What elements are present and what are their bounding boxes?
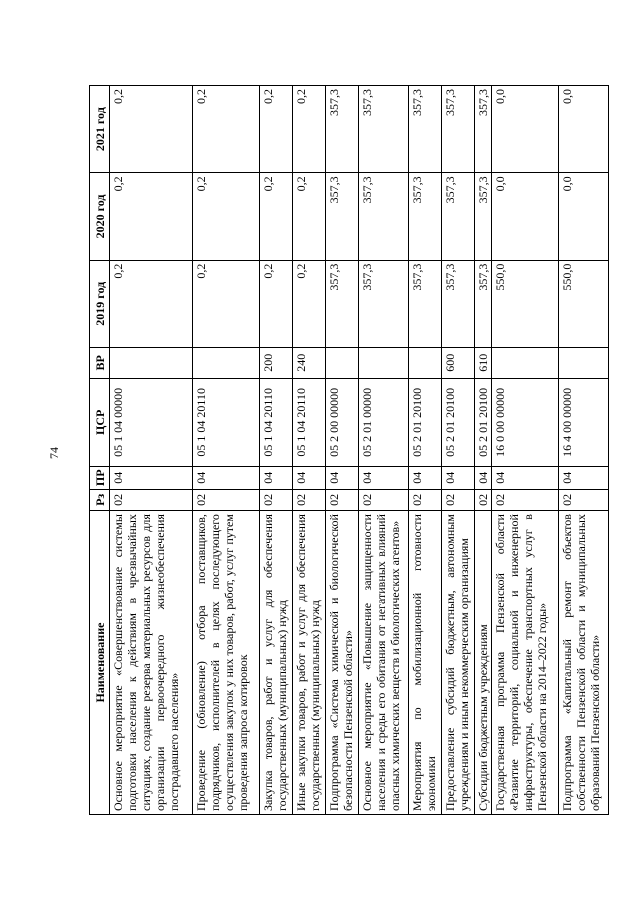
row-pr: 04 xyxy=(475,466,492,489)
row-2021: 357,3 xyxy=(475,86,492,173)
row-2020: 357,3 xyxy=(475,173,492,260)
row-2020: 357,3 xyxy=(442,173,475,260)
row-2020: 357,3 xyxy=(409,173,442,260)
header-2021: 2021 год xyxy=(90,86,110,173)
row-name: Подпрограмма «Система химической и биологической безопасности Пензенской области» xyxy=(326,511,359,815)
table-row xyxy=(326,86,359,815)
header-vr: ВР xyxy=(90,347,110,378)
row-2019: 0,2 xyxy=(193,260,260,347)
row-csr: 05 2 01 00000 xyxy=(359,378,409,466)
row-pr: 04 xyxy=(293,466,326,489)
row-rz: 02 xyxy=(293,489,326,511)
row-csr: 05 1 04 20110 xyxy=(293,378,326,466)
row-csr: 05 1 04 20110 xyxy=(260,378,293,466)
row-rz: 02 xyxy=(359,489,409,511)
row-vr xyxy=(193,347,260,378)
row-rz: 02 xyxy=(409,489,442,511)
row-name: Проведение (обновление) отбора поставщиков, подрядчиков, исполнителей в целях последующего осуществления закупок у них товаров, работ, услуг путем проведения запроса котировок xyxy=(193,511,260,815)
row-2020: 0,0 xyxy=(492,173,559,260)
row-name: Предоставление субсидий бюджетным, автономным учреждениям и иным некоммерческим организациям xyxy=(442,511,475,815)
row-rz: 02 xyxy=(442,489,475,511)
row-vr xyxy=(110,347,193,378)
row-vr: 240 xyxy=(293,347,326,378)
row-2019: 357,3 xyxy=(442,260,475,347)
row-csr: 05 2 01 20100 xyxy=(475,378,492,466)
row-name: Мероприятия по мобилизационной готовности экономики xyxy=(409,511,442,815)
row-vr: 610 xyxy=(475,347,492,378)
row-csr: 16 0 00 00000 xyxy=(492,378,559,466)
row-vr xyxy=(326,347,359,378)
row-2019: 550,0 xyxy=(559,260,609,347)
row-2020: 0,2 xyxy=(110,173,193,260)
row-name: Подпрограмма «Капитальный ремонт объектов собственности Пензенской области и муниципальных образований Пензенской области» xyxy=(559,511,609,815)
table-row xyxy=(293,86,326,815)
row-csr: 05 2 01 20100 xyxy=(409,378,442,466)
row-vr xyxy=(409,347,442,378)
row-rz: 02 xyxy=(475,489,492,511)
table-row xyxy=(110,86,193,815)
row-2021: 0,2 xyxy=(193,86,260,173)
table-header-row xyxy=(90,86,110,815)
row-pr: 04 xyxy=(559,466,609,489)
row-pr: 04 xyxy=(260,466,293,489)
row-vr xyxy=(492,347,559,378)
row-pr: 04 xyxy=(409,466,442,489)
header-rz: Рз xyxy=(90,489,110,511)
row-2020: 0,2 xyxy=(260,173,293,260)
row-2021: 0,2 xyxy=(110,86,193,173)
table-row xyxy=(559,86,609,815)
row-2020: 0,0 xyxy=(559,173,609,260)
row-rz: 02 xyxy=(110,489,193,511)
row-pr: 04 xyxy=(110,466,193,489)
row-2021: 357,3 xyxy=(359,86,409,173)
row-pr: 04 xyxy=(193,466,260,489)
row-rz: 02 xyxy=(193,489,260,511)
row-2021: 0,2 xyxy=(260,86,293,173)
row-rz: 02 xyxy=(326,489,359,511)
budget-table xyxy=(89,85,609,815)
row-2020: 0,2 xyxy=(293,173,326,260)
row-csr: 05 2 00 00000 xyxy=(326,378,359,466)
header-name: Наименование xyxy=(90,511,110,815)
row-2021: 357,3 xyxy=(326,86,359,173)
row-rz: 02 xyxy=(559,489,609,511)
row-2019: 550,0 xyxy=(492,260,559,347)
row-pr: 04 xyxy=(359,466,409,489)
rotated-table-container xyxy=(89,85,602,815)
row-name: Закупка товаров, работ и услуг для обеспечения государственных (муниципальных) нужд xyxy=(260,511,293,815)
row-2019: 0,2 xyxy=(260,260,293,347)
row-2019: 0,2 xyxy=(110,260,193,347)
row-vr: 600 xyxy=(442,347,475,378)
row-rz: 02 xyxy=(260,489,293,511)
row-vr: 200 xyxy=(260,347,293,378)
row-name: Основное мероприятие «Повышение защищенности населения и среды его обитания от негативных влияний опасных химических веществ и биологических агентов» xyxy=(359,511,409,815)
header-2020: 2020 год xyxy=(90,173,110,260)
row-pr: 04 xyxy=(442,466,475,489)
table-row xyxy=(409,86,442,815)
row-2021: 0,0 xyxy=(492,86,559,173)
page-number: 74 xyxy=(47,447,61,459)
row-name: Субсидии бюджетным учреждениям xyxy=(475,511,492,815)
table-row xyxy=(475,86,492,815)
row-name: Государственная программа Пензенской области «Развитие территорий, социальной и инженерной инфраструктуры, обеспечение транспортных услуг в Пензенской области на 2014–2022 годы» xyxy=(492,511,559,815)
row-2019: 357,3 xyxy=(326,260,359,347)
row-vr xyxy=(359,347,409,378)
row-2019: 357,3 xyxy=(409,260,442,347)
row-name: Иные закупки товаров, работ и услуг для обеспечения государственных (муниципальных) нужд xyxy=(293,511,326,815)
row-csr: 16 4 00 00000 xyxy=(559,378,609,466)
table-row xyxy=(359,86,409,815)
row-pr: 04 xyxy=(326,466,359,489)
row-vr xyxy=(559,347,609,378)
row-2021: 357,3 xyxy=(409,86,442,173)
row-2019: 0,2 xyxy=(293,260,326,347)
table-row xyxy=(260,86,293,815)
row-2021: 0,0 xyxy=(559,86,609,173)
row-2021: 357,3 xyxy=(442,86,475,173)
row-csr: 05 2 01 20100 xyxy=(442,378,475,466)
table-row xyxy=(492,86,559,815)
table-row xyxy=(193,86,260,815)
row-name: Основное мероприятие «Совершенствование системы подготовки населения к действиям в чрезвычайных ситуациях, создание резерва материальных ресурсов для организации первоочередного жизнеобеспечения пострадавшего населения» xyxy=(110,511,193,815)
row-2021: 0,2 xyxy=(293,86,326,173)
row-csr: 05 1 04 00000 xyxy=(110,378,193,466)
row-2020: 357,3 xyxy=(326,173,359,260)
row-rz: 02 xyxy=(492,489,559,511)
row-2020: 357,3 xyxy=(359,173,409,260)
row-pr: 04 xyxy=(492,466,559,489)
row-2019: 357,3 xyxy=(475,260,492,347)
row-2019: 357,3 xyxy=(359,260,409,347)
row-csr: 05 1 04 20110 xyxy=(193,378,260,466)
table-row xyxy=(442,86,475,815)
header-pr: ПР xyxy=(90,466,110,489)
header-2019: 2019 год xyxy=(90,260,110,347)
row-2020: 0,2 xyxy=(193,173,260,260)
header-csr: ЦСР xyxy=(90,378,110,466)
